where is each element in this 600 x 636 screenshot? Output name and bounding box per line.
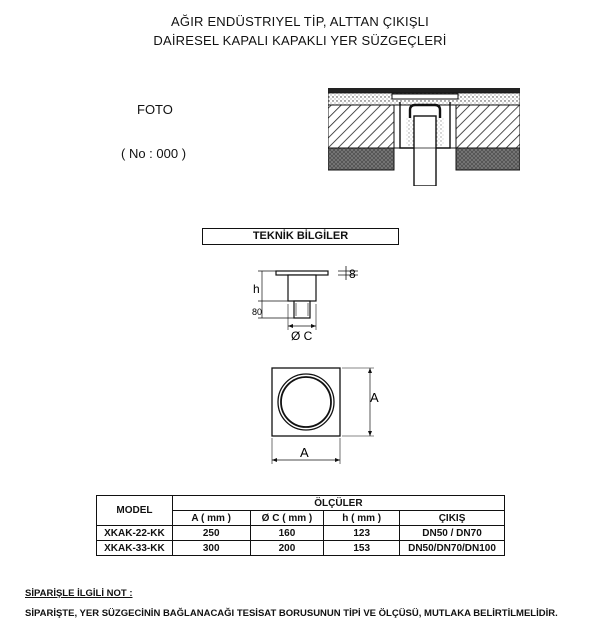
column-header: h ( mm ) [324,511,400,526]
model-cell: XKAK-22-KK [97,526,173,541]
model-header: MODEL [97,496,173,526]
dim-8-label: 8 [349,267,356,281]
dim-80-label: 80 [252,307,263,317]
dim-a-bottom-label: A [300,445,309,460]
h-cell: 153 [324,541,400,556]
h-cell: 123 [324,526,400,541]
c-cell: 160 [250,526,324,541]
dimensions-header: ÖLÇÜLER [172,496,504,511]
table-row [97,526,505,541]
side-view-drawing [240,262,370,344]
column-header: ÇIKIŞ [400,511,505,526]
order-note-text: SİPARİŞTE, YER SÜZGECİNİN BAĞLANACAĞI TESİSAT BORUSUNUN TİPİ VE ÖLÇÜSÜ, MUTLAKA BELİRTİLMELİDİR. [25,608,558,619]
table-row [97,541,505,556]
installation-section-drawing [328,88,520,186]
outlet-cell: DN50/DN70/DN100 [400,541,505,556]
technical-info-heading: TEKNİK BİLGİLER [202,228,399,245]
dim-h-label: h [253,282,260,296]
table-header-row [97,496,505,511]
specification-table [96,495,505,556]
column-header: Ø C ( mm ) [250,511,324,526]
top-view-drawing [262,360,392,470]
c-cell: 200 [250,541,324,556]
dim-a-right-label: A [370,390,379,405]
a-cell: 300 [172,541,250,556]
outlet-cell: DN50 / DN70 [400,526,505,541]
dim-c-label: Ø C [291,329,313,343]
photo-label: FOTO [137,102,173,117]
a-cell: 250 [172,526,250,541]
photo-number: ( No : 000 ) [121,146,187,161]
model-cell: XKAK-33-KK [97,541,173,556]
order-note-title: SİPARİŞLE İLGİLİ NOT : [25,588,133,599]
page-title-line-1: AĞIR ENDÜSTRIYEL TİP, ALTTAN ÇIKIŞLI [171,14,429,29]
page-title-line-2: DAİRESEL KAPALI KAPAKLI YER SÜZGEÇLERİ [153,33,447,48]
column-header: A ( mm ) [172,511,250,526]
